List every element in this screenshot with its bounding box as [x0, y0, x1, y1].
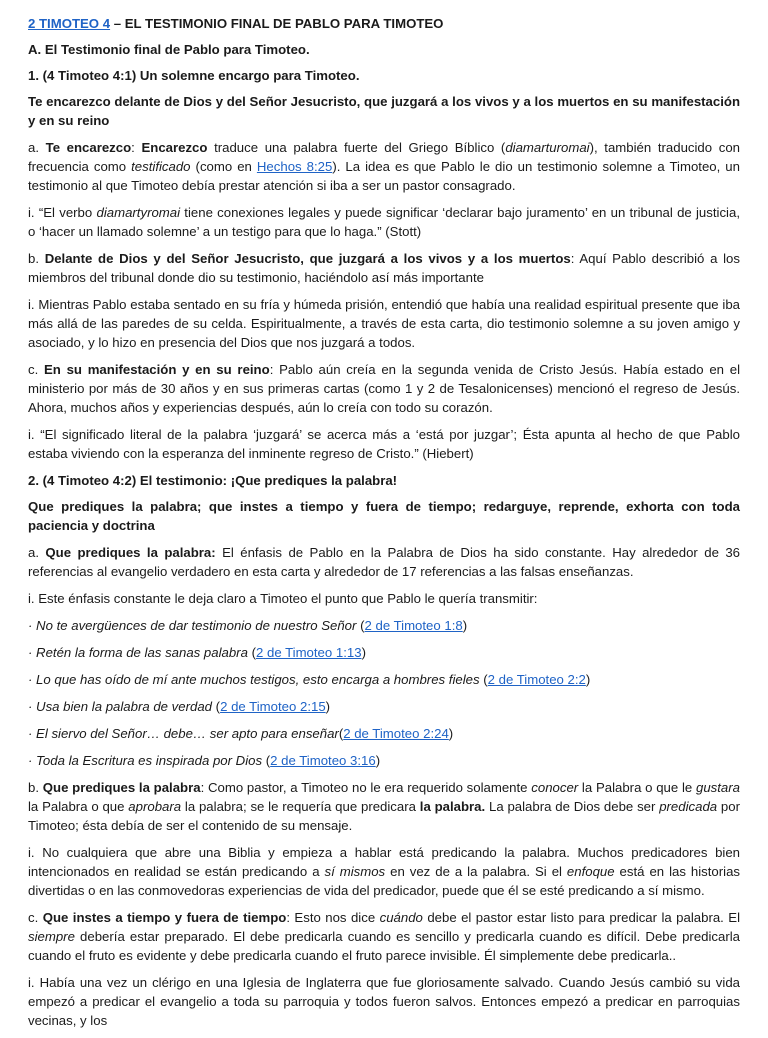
paragraph-b-i: i. Mientras Pablo estaba sentado en su fría y húmeda prisión, entendió que había una realidad espiritual presente que iba más allá de las paredes de su celda. Espiritualmente, a través de esta carta, dio testimonio solemne a su joven amigo y asociado, y lo hizo en presencia del Dios que nos juzgará a todos. — [28, 297, 740, 350]
paragraph-c2 — [28, 908, 740, 965]
para-italic: gustara — [695, 780, 740, 795]
para-bold: Delante de Dios y del Señor Jesucristo, que juzgará a los vivos y a los muertos — [44, 251, 571, 266]
para-text: i. “El verbo — [28, 205, 97, 220]
para-text: El énfasis de Pablo en la Palabra de Dios ha sido constante. Hay alrededor de 36 referencias al evangelio verdadero en esta carta y alrededor de 17 referencias a las falsas enseñanzas. — [28, 545, 740, 579]
para-italic: sí mismos — [324, 864, 386, 879]
section-heading-a: A. El Testimonio final de Pablo para Timoteo. — [28, 42, 310, 57]
para-bold: Te encarezco — [45, 140, 132, 155]
para-text: (como en — [190, 159, 257, 174]
para-text: la Palabra o que le — [578, 780, 696, 795]
bullet-paren: ) — [361, 645, 366, 660]
reference-link[interactable]: 2 de Timoteo 2:2 — [487, 672, 586, 687]
paragraph-c — [28, 360, 740, 417]
para-text: : Como pastor, a Timoteo no le era requerido solamente — [200, 780, 532, 795]
para-bold: la palabra. — [419, 799, 486, 814]
bullet-paren: ) — [585, 672, 591, 687]
para-text: : Pablo aún creía en la segunda venida de Cristo Jesús. Había estado en el ministerio por más de 30 años y en sus primeras cartas (como 1 y 2 de Tesalonicenses) mencionó el regreso de Jesús. Ahora, muchos años y experiencias después, aún lo creía con todo su corazón. — [28, 362, 741, 415]
para-prefix: a. — [28, 545, 46, 560]
bullet-text: · No te avergüences de dar testimonio de nuestro Señor — [28, 618, 357, 633]
para-italic: siempre — [28, 929, 75, 944]
paragraph-b2-i — [28, 843, 740, 900]
verse-text-2: Que prediques la palabra; que instes a tiempo y fuera de tiempo; redarguye, reprende, exhorta con toda paciencia y doctrina — [28, 499, 740, 533]
para-text: tiene conexiones legales y puede significar ‘declarar bajo juramento’ en un tribunal de justicia, o ‘hacer un llamado solemne’ a un testigo para que lo haga.” (Stott) — [28, 205, 740, 239]
paragraph-c2-i: i. Había una vez un clérigo en una Iglesia de Inglaterra que fue gloriosamente salvado. Cuando Jesús cambió su vida empezó a predicar el evangelio a toda su parroquia y todos fueron salvos. Entonces empezó a predicar en parroquias vecinas, y los — [28, 975, 740, 1028]
bullet-text: · El siervo del Señor… debe… ser apto para enseñar — [28, 726, 339, 741]
bullet-paren: ( — [338, 726, 344, 741]
reference-link[interactable]: 2 de Timoteo 2:15 — [220, 699, 326, 714]
bullet-item — [28, 751, 740, 770]
document-title — [28, 14, 740, 33]
bullet-item — [28, 643, 740, 662]
bullet-paren: ( — [479, 672, 488, 687]
para-text: la Palabra o que — [28, 799, 129, 814]
bullet-item — [28, 697, 740, 716]
bullet-item — [28, 670, 740, 689]
para-text: la palabra; se le requería que predicara — [181, 799, 420, 814]
reference-link[interactable]: 2 de Timoteo 1:8 — [364, 618, 463, 633]
reference-link[interactable]: 2 de Timoteo 3:16 — [270, 753, 376, 768]
bullet-paren: ) — [448, 726, 454, 741]
para-text: ). La idea es que Pablo le dio un testimonio solemne a Timoteo, un testimonio al que Timoteo debía prestar atención si iba a ser un pastor consagrado. — [28, 159, 740, 193]
para-bold: Que prediques la palabra — [42, 780, 201, 795]
para-italic: aprobara — [128, 799, 182, 814]
bullet-paren: ) — [375, 753, 381, 768]
para-text: ), también traducido con frecuencia como — [28, 140, 740, 174]
document-page — [28, 14, 740, 1038]
paragraph-b2 — [28, 778, 740, 835]
para-prefix: c. — [28, 362, 44, 377]
para-bold: Que prediques la palabra: — [45, 545, 216, 560]
para-italic: predicada — [659, 799, 718, 814]
bullet-text: · Usa bien la palabra de verdad — [28, 699, 213, 714]
para-text: La palabra de Dios debe ser — [485, 799, 660, 814]
bullet-paren: ( — [356, 618, 365, 633]
para-prefix: b. — [28, 780, 43, 795]
para-bold: En su manifestación y en su reino — [44, 362, 270, 377]
para-bold: Encarezco — [141, 140, 208, 155]
para-bold: Que instes a tiempo y fuera de tiempo — [42, 910, 287, 925]
paragraph-a — [28, 138, 740, 195]
bullet-text: · Toda la Escritura es inspirada por Dios — [28, 753, 263, 768]
bullet-paren: ) — [462, 618, 468, 633]
paragraph-a2 — [28, 543, 740, 581]
bullet-paren: ( — [262, 753, 271, 768]
para-text: : Esto nos dice — [286, 910, 380, 925]
paragraph-c-i: i. “El significado literal de la palabra ‘juzgará’ se acerca más a ‘está por juzgar’; Ésta apunta al hecho de que Pablo estaba viviendo con la esperanza del inminente regreso de Cristo.” (Hiebert) — [28, 427, 740, 461]
para-text: está en las historias divertidas o en las conmovedoras experiencias de vida del predicador, puede que él se esté predicando a sí mismo. — [28, 864, 741, 898]
bullet-paren: ) — [325, 699, 331, 714]
bullet-text: · Retén la forma de las sanas palabra — [28, 645, 248, 660]
para-text: debería estar preparado. El debe predicarla cuando es sencillo y predicarla cuando es difícil. Debe predicarla cuando el fruto es evidente y debe predicarla cuando el fruto parece invisible. Él simplemente debe predicarla.. — [28, 929, 740, 963]
reference-link-hechos-8-25[interactable]: Hechos 8:25 — [256, 159, 333, 174]
title-text: – EL TESTIMONIO FINAL DE PABLO PARA TIMOTEO — [110, 16, 444, 31]
para-italic: enfoque — [566, 864, 615, 879]
bullet-text: · Lo que has oído de mí ante muchos testigos, esto encarga a hombres fieles — [28, 672, 480, 687]
para-italic: conocer — [531, 780, 579, 795]
verse-text-1: Te encarezco delante de Dios y del Señor Jesucristo, que juzgará a los vivos y a los muertos en su manifestación y en su reino — [28, 94, 740, 128]
reference-link[interactable]: 2 de Timoteo 1:13 — [255, 645, 362, 660]
bullet-paren: ( — [247, 645, 256, 660]
bullet-paren: ( — [212, 699, 221, 714]
para-text: en vez de a la palabra. Si el — [385, 864, 567, 879]
point-heading-2: 2. (4 Timoteo 4:2) El testimonio: ¡Que prediques la palabra! — [28, 473, 398, 488]
para-text: traduce una palabra fuerte del Griego Bíblico ( — [207, 140, 506, 155]
para-prefix: b. — [28, 251, 45, 266]
bullet-item — [28, 724, 740, 743]
para-text: i. No cualquiera que abre una Biblia y empieza a hablar está predicando la palabra. Muchos predicadores bien intencionados en realidad se están predicando a — [28, 845, 740, 879]
para-italic: diamarturomai — [505, 140, 590, 155]
paragraph-a2-i: i. Este énfasis constante le deja claro a Timoteo el punto que Pablo le quería transmitir: — [28, 591, 538, 606]
para-text: : — [131, 140, 142, 155]
para-italic: cuándo — [379, 910, 423, 925]
paragraph-b — [28, 249, 740, 287]
title-link[interactable]: 2 TIMOTEO 4 — [28, 16, 111, 31]
bullet-item — [28, 616, 740, 635]
paragraph-a-i — [28, 203, 740, 241]
point-heading-1: 1. (4 Timoteo 4:1) Un solemne encargo para Timoteo. — [28, 68, 360, 83]
para-prefix: a. — [28, 140, 46, 155]
para-text: debe el pastor estar listo para predicar la palabra. El — [422, 910, 740, 925]
para-prefix: c. — [28, 910, 43, 925]
para-italic: testificado — [131, 159, 191, 174]
para-text: : Aquí Pablo describió a los miembros del tribunal donde dio su testimonio, haciéndolo así más importante — [28, 251, 740, 285]
reference-link[interactable]: 2 de Timoteo 2:24 — [343, 726, 449, 741]
para-italic: diamartyromai — [96, 205, 181, 220]
para-text: por Timoteo; ésta debía de ser el contenido de su mensaje. — [28, 799, 740, 833]
